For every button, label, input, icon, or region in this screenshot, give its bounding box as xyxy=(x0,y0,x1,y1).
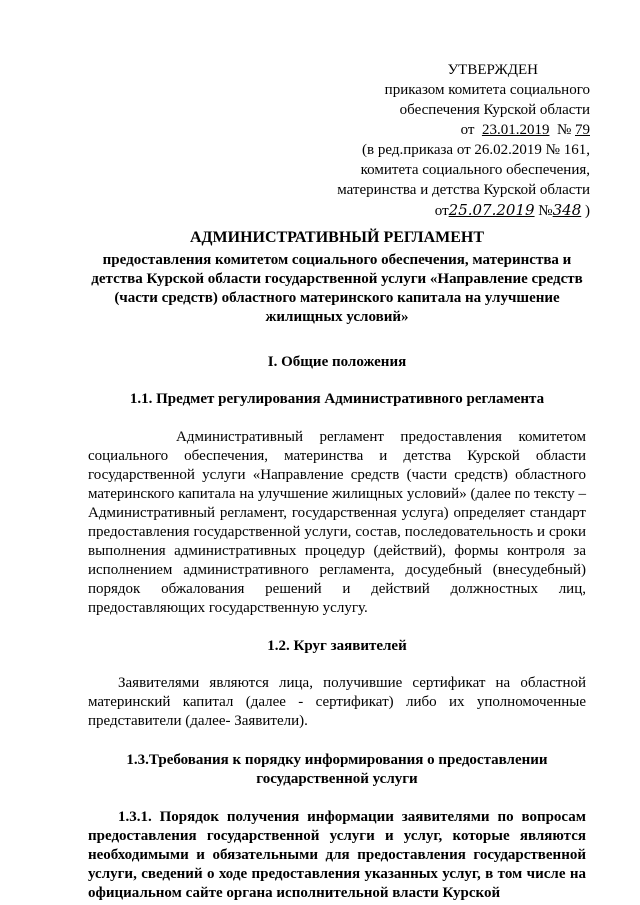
heading-1-3: 1.3.Требования к порядку информирования о предоставлении государственной услуги xyxy=(126,752,548,787)
approval-stamp xyxy=(300,60,590,221)
handwritten-amend-number: 348 xyxy=(552,201,582,219)
amend-close: ) xyxy=(585,203,590,219)
order-prefix: от xyxy=(460,122,475,138)
document-title: АДМИНИСТРАТИВНЫЙ РЕГЛАМЕНТ xyxy=(189,229,485,246)
approval-line-2: обеспечения Курской области xyxy=(399,102,590,118)
document-body xyxy=(88,228,586,903)
order-no-prefix: № xyxy=(556,122,572,138)
amendment-line-2: комитета социального обеспечения, xyxy=(360,162,590,178)
amendment-line-3: материнства и детства Курской области xyxy=(337,182,590,198)
approval-line-1: приказом комитета социального xyxy=(384,82,590,98)
document-subtitle: предоставления комитетом социального обеспечения, материнства и детства Курской области государственной услуги «Направление средств (части средств) областного материнского капитала на улучшение жилищных условий» xyxy=(91,252,583,325)
amendment-line-1: (в ред.приказа от 26.02.2019 № 161, xyxy=(362,142,590,158)
heading-1-2: 1.2. Круг заявителей xyxy=(267,638,407,654)
order-number: 79 xyxy=(575,122,590,138)
handwritten-amend-date: 25.07.2019 xyxy=(448,201,535,219)
amend-no-prefix: № xyxy=(538,203,553,219)
heading-1-3-1: 1.3.1. Порядок получения информации заявителями по вопросам предоставления государственной услуги и услуг, которые являются необходимыми и обязательными для предоставления государственной услуги, сведений о ходе предоставления указанных услуг, в том числе на официальном сайте органа исполнительной власти Курской xyxy=(88,809,586,901)
approval-order-line xyxy=(300,120,590,140)
amendment-order-line xyxy=(300,200,590,221)
approval-title: УТВЕРЖДЕН xyxy=(447,62,538,78)
paragraph-applicants: Заявителями являются лица, получившие сертификат на областной материнский капитал (далее - сертификат) либо их уполномоченные представители (далее- Заявители). xyxy=(88,675,586,729)
heading-1-1: 1.1. Предмет регулирования Административного регламента xyxy=(129,391,545,407)
order-date: 23.01.2019 xyxy=(481,122,550,138)
amend-from: от xyxy=(434,203,449,219)
section-general-provisions: I. Общие положения xyxy=(267,354,407,370)
paragraph-regulation-subject: Административный регламент предоставления комитетом социального обеспечения, материнства и детства Курской области государственной услуги «Направление средств (части средств) областного материнского капитала на улучшение жилищных условий» (далее по тексту – Административный регламент, государственная услуга) определяет стандарт предоставления государственной услуги, состав, последовательность и сроки выполнения административных процедур (действий), формы контроля за исполнением административного регламента, досудебный (внесудебный) порядок обжалования решений и действий должностных лиц, предоставляющих государственную услугу. xyxy=(88,429,586,616)
